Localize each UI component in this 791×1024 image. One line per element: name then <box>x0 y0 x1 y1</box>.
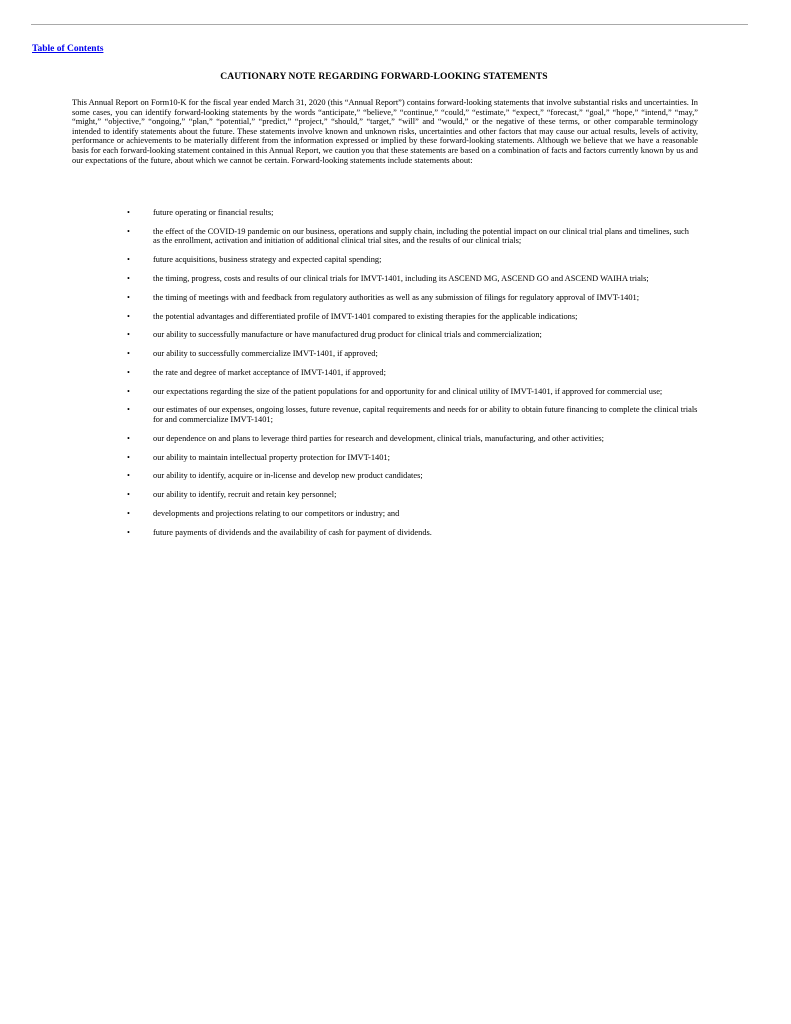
bullet-icon: • <box>127 527 130 537</box>
list-item-text: our ability to maintain intellectual property protection for IMVT-1401; <box>153 452 390 462</box>
bullet-icon: • <box>127 471 130 481</box>
top-divider <box>31 24 748 25</box>
list-item-text: our ability to identify, acquire or in-license and develop new product candidates; <box>153 471 423 481</box>
list-item <box>72 434 698 444</box>
bullet-icon: • <box>127 255 130 265</box>
list-item <box>72 208 698 218</box>
bullet-icon: • <box>127 490 130 500</box>
list-item <box>72 453 698 463</box>
bullet-icon: • <box>127 386 130 396</box>
list-item <box>72 368 698 378</box>
list-item <box>72 255 698 265</box>
list-item-text: developments and projections relating to our competitors or industry; and <box>153 508 400 518</box>
section-heading: CAUTIONARY NOTE REGARDING FORWARD-LOOKING STATEMENTS <box>220 72 548 82</box>
bullet-icon: • <box>127 273 130 283</box>
table-of-contents-link[interactable]: Table of Contents <box>32 44 104 54</box>
list-item-text: future operating or financial results; <box>153 208 274 217</box>
list-item <box>72 349 698 359</box>
forward-looking-list <box>72 208 698 546</box>
list-item <box>72 528 698 538</box>
list-item-text: the effect of the COVID-19 pandemic on our business, operations and supply chain, including the potential impact on our clinical trial plans and timelines, such as the enrollment, activation and initiation of additional clinical trial sites, and the results of our clinical trials; <box>153 226 689 246</box>
list-item <box>72 490 698 500</box>
list-item-text: our ability to successfully commercialize IMVT-1401, if approved; <box>153 349 378 359</box>
list-item <box>72 509 698 519</box>
bullet-icon: • <box>127 330 130 340</box>
list-item-text: future payments of dividends and the availability of cash for payment of dividends. <box>153 527 432 537</box>
list-item-text: the timing, progress, costs and results of our clinical trials for IMVT-1401, including its ASCEND MG, ASCEND GO and ASCEND WAIHA trials; <box>153 273 649 283</box>
list-item-text: our ability to successfully manufacture or have manufactured drug product for clinical trials and commercialization; <box>153 330 542 340</box>
list-item <box>72 274 698 284</box>
list-item-text: our estimates of our expenses, ongoing losses, future revenue, capital requirements and needs for or ability to obtain future financing to complete the clinical trials for and commercialize IMVT-1401; <box>153 405 698 424</box>
bullet-icon: • <box>127 367 130 377</box>
list-item <box>72 293 698 303</box>
bullet-icon: • <box>127 405 130 415</box>
list-item <box>72 312 698 322</box>
bullet-icon: • <box>127 292 130 302</box>
list-item <box>72 471 698 481</box>
bullet-icon: • <box>127 452 130 462</box>
intro-paragraph: This Annual Report on Form10-K for the fiscal year ended March 31, 2020 (this “Annual Report”) contains forward-looking statements that involve substantial risks and uncertainties. In some cases, you can identify forward-looking statements by the words “anticipate,” “believe,” “continue,” “could,” “estimate,” “expect,” “forecast,” “goal,” “hope,” “intend,” “may,” “might,” “objective,” “ongoing,” “plan,” “potential,” “predict,” “project,” “should,” “target,” “will” and “would,” or the negative of these terms, or other comparable terminology intended to identify statements about the future. These statements involve known and unknown risks, uncertainties and other factors that may cause our actual results, levels of activity, performance or achievements to be materially different from the information expressed or implied by these forward-looking statements. Although we believe that we have a reasonable basis for each forward-looking statement contained in this Annual Report, we caution you that these statements are based on a combination of facts and factors currently known by us and our expectations of the future, about which we cannot be certain. Forward-looking statements include statements about: <box>72 98 698 165</box>
list-item <box>72 405 698 424</box>
list-item-text: the rate and degree of market acceptance of IMVT-1401, if approved; <box>153 367 386 377</box>
bullet-icon: • <box>127 508 130 518</box>
list-item <box>72 227 698 246</box>
list-item-text: our expectations regarding the size of the patient populations for and opportunity for and clinical utility of IMVT-1401, if approved for commercial use; <box>153 386 663 396</box>
bullet-icon: • <box>127 433 130 443</box>
list-item <box>72 330 698 340</box>
list-item-text: our ability to identify, recruit and retain key personnel; <box>153 490 337 500</box>
list-item-text: the potential advantages and differentiated profile of IMVT-1401 compared to existing therapies for the applicable indications; <box>153 311 578 321</box>
list-item-text: future acquisitions, business strategy and expected capital spending; <box>153 255 382 265</box>
bullet-icon: • <box>127 349 130 359</box>
list-item-text: our dependence on and plans to leverage third parties for research and development, clinical trials, manufacturing, and other activities; <box>153 433 604 443</box>
bullet-icon: • <box>127 226 130 236</box>
bullet-icon: • <box>127 208 130 217</box>
list-item-text: the timing of meetings with and feedback from regulatory authorities as well as any submission of filings for regulatory approval of IMVT-1401; <box>153 292 640 302</box>
bullet-icon: • <box>127 311 130 321</box>
list-item <box>72 387 698 397</box>
